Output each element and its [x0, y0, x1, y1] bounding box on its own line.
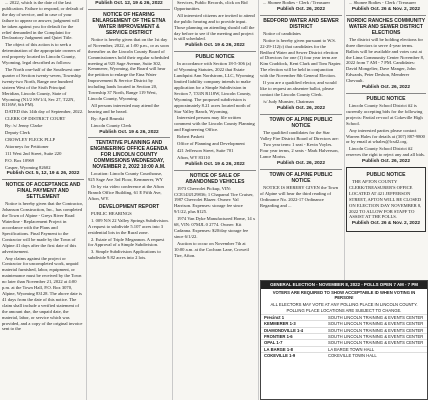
- notice-signature: 111 West 2nd Street, Suite 220: [5, 150, 62, 156]
- notice-text: Notice of candidates: [263, 30, 301, 36]
- notice-divider: [260, 15, 342, 16]
- notice-text: NOTICE IS HEREBY GIVEN the Town of Alpine will hear the third reading of Ordinance No. 2022-17 Ordinance Regarding and ...: [260, 185, 339, 208]
- notice-signature: Afton, WY 83110: [177, 154, 210, 160]
- notice-signature: Robert Paskett: [177, 134, 204, 140]
- notice-signature: Lincoln County Clerk: [91, 122, 132, 128]
- publish-dates: Publish Oct. 26, 2022: [277, 6, 325, 12]
- precinct-name: FRONTIER 1-6: [264, 334, 293, 340]
- precinct-name: KEMMERER 1-3: [264, 321, 296, 327]
- notice-text: Notice is hereby given pursuant to W.S. 22-29-112(c) that candidates for the Bedford Water and Sewer District election of Directors for one (1) four year term are Kim Craddock, Kent Clark and Tom Napier. The election will be held in conjunction with the November 8th General Election.: [260, 37, 342, 79]
- election-title: GENERAL ELECTION - NOVEMBER 8, 2022 - POLLS OPEN 7 AM - 7 PM: [261, 281, 427, 289]
- notice-text: The qualified candidates for the Star Valley Fire District Board of Directors are:: [260, 129, 339, 141]
- voter-id-notice: VOTERS ARE REQUIRED TO SHOW ACCEPTABLE ID WHEN VOTING IN PERSON!: [272, 290, 416, 301]
- notice-heading: TOWN OF ALPINE PUBLIC NOTICE: [269, 116, 333, 129]
- notice-heading: PUBLIC NOTICE: [366, 95, 406, 102]
- publish-dates: Publish Oct. 26, 2022: [277, 105, 325, 111]
- notice-divider: [346, 93, 426, 94]
- notice-text: Any claims against the project or Contractor for uncompleted work, unpaid material furnished, labor, equipment, or maintenance must be received by the Town no later than November 21, 2022 at 4:00 p.m. at the Town Hall, P.O. Box 3070, Alpine, Wyoming 83128. The above date is 41 days from the date of this notice. The claim shall include a verified statement of the amount due, the unpaid date, the material, labor, or service which was provided, and a copy of the original invoice sent to the: [2, 255, 83, 332]
- polling-place-row: [261, 314, 427, 320]
- notice-heading: NOTICE OF ACCEPTANCE AND FINAL PAYMENT AND SETTLEMENT: [5, 182, 81, 201]
- notice-signature: /s/ Judy Munster, Chairman: [263, 98, 314, 104]
- notice-text: In accordance with Section 18-5-306 (a) of Wyoming Statutes, 2022 that Estate Lundquist Ann Nordstrom, LLC, Wyoming limited liability company intends to make application for a Simple Subdivision in Section 7, T33N R118W, Lincoln County, Wyoming. The proposed subdivision is approximately 8.21 acres located north of Star Valley Ranch, Wyoming.: [174, 61, 254, 114]
- notice-signature: By: April Brunski: [91, 115, 124, 121]
- notice-heading: TENTATIVE PLANNING AND ENGINEERING OFFICE AGENDA FOR LINCOLN COUNTY COMMISSIONS WEDNESDAY, NOVEMBER 2, 2022 10:00 A.M.: [90, 140, 168, 171]
- polling-location: SOUTH LINCOLN TRAINING & EVENTS CENTER: [328, 321, 424, 327]
- column-divider: [172, 0, 173, 400]
- notice-text: DATED this 14th day of September, 2022.: [5, 109, 84, 115]
- notice-signature: CROWLEY FLECK PLLP: [5, 136, 56, 142]
- notice-signature: By: /s/ Jenny Clarke: [5, 123, 43, 129]
- publish-dates: Publish Oct. 19 & 26, 2022: [185, 43, 245, 49]
- notice-divider: [346, 15, 426, 16]
- notice-text: Any interested parties please contact Warren Hales for details at (307) 887-9800 or by email at whales@lcsd2.org.: [346, 127, 425, 145]
- notice-heading: BEDFORD WATER AND SEWER DISTRICT: [263, 17, 339, 30]
- notice-text: ... 2022, which is the date of the last publication. Failure to respond, or default of the day of service, and in case of your failure to appear or answer, judgment will be taken against you for default for the relief demanded in the Complaint for Declaratory Judgment and Quiet Title.: [2, 0, 84, 41]
- publish-dates: Publish Oct. 19 & 26, 2022: [99, 129, 159, 135]
- notice-signature: 421 Jefferson Street, Suite 701: [177, 147, 234, 153]
- notice-text: All persons interested may attend the hearing and be heard.: [88, 102, 160, 114]
- notice-heading: PUBLIC NOTICE: [195, 54, 235, 61]
- notice-text: 2. Estate of Triple Megannon. A request for Approval of a Simple Subdivision.: [88, 236, 165, 248]
- column-1: [2, 0, 84, 400]
- notice-text: The object of this action is to seek a determination of the appropriate owners of real property located in Lincoln County, Wyoming, legal described as follows:: [2, 42, 81, 66]
- notice-text: 3. Simple Subdivision Applications to subdivide 9.82 acres into 2 lots.: [88, 249, 161, 261]
- precinct-name: COKEVILLE 1-9: [264, 353, 296, 359]
- polling-place-notice: ALL ELECTORS MAY VOTE AT ANY POLLING PLACE IN LINCOLN COUNTY. POLLING PLACE LOCATIONS ARE SUBJECT TO CHANGE.: [270, 302, 418, 313]
- notice-heading: NOTICE OF HEARING ENLARGEMENT OF THE ETNA WATER IMPROVEMENT & SERVICE DISTRICT: [92, 11, 166, 36]
- column-divider: [86, 0, 87, 400]
- polling-location: SOUTH LINCOLN TRAINING & EVENTS CENTER: [328, 314, 424, 320]
- notice-divider: [88, 137, 170, 138]
- notice-divider: [88, 9, 170, 10]
- notice-text: ... Shonee Bodies - Clerk / Treasurer: [349, 0, 416, 5]
- precinct-name: OPAL 1-7: [264, 340, 283, 346]
- notice-text: Services, Public Records, click on Bid Opportunities.: [174, 0, 248, 11]
- publish-dates: Publish Oct. 19 & 26, 2022: [185, 161, 245, 167]
- publish-dates: Publish Oct. 26 & Nov. 2, 2022: [351, 221, 421, 227]
- precinct-name: Precinct 1: [264, 314, 285, 320]
- polling-location: SOUTH LINCOLN TRAINING & EVENTS CENTER: [328, 340, 424, 346]
- notice-text: THE AFTON COUNTY CLERK/TREASURER'S OFFICE LOCATED AT 421 JEFFERSON STREET, AFTON WILL BE CLOSED ON ELECTION DAY NOVEMBER 8, 2022 TO ALLOW FOR STAFF TO ASSIST AT THE POLLS.: [349, 179, 422, 220]
- publish-dates: Publish Oct. 26, 2022: [277, 161, 325, 167]
- notice-divider: [260, 169, 342, 170]
- polling-place-row: [261, 327, 427, 333]
- notice-heading: TOWN OF ALPINE PUBLIC NOTICE: [269, 172, 333, 185]
- column-2: [88, 0, 170, 400]
- notice-text: Auction to occur on November 7th at 10:00 a.m. at the Cochran Lane, Croweil Tire, Afton.: [174, 240, 249, 258]
- polling-place-row: [261, 320, 427, 326]
- notice-divider: [174, 51, 256, 52]
- precinct-name: DIAMONDVILLE 1-4: [264, 327, 304, 333]
- notice-text: 1. 009 N/S 22 Valley Springs Subdivision. A request to subdivide 5.107 acres into 3 residential lots in the Rural zone.: [88, 217, 169, 235]
- polling-place-row: [261, 339, 427, 345]
- polling-place-row: [261, 352, 427, 358]
- notice-signature: Casper, Wyoming 82602: [5, 164, 51, 170]
- column-divider: [258, 0, 259, 400]
- notice-text: Lincoln County School District #2 reserves the right to reject any and all bids.: [346, 146, 425, 158]
- notice-heading: PUBLIC NOTICE: [366, 172, 406, 179]
- polling-location: SOUTH LINCOLN TRAINING & EVENTS CENTER: [328, 327, 424, 333]
- publish-dates: Publish Oct. 26 & Nov. 2, 2022: [351, 6, 421, 12]
- polling-location: SOUTH LINCOLN TRAINING & EVENTS CENTER: [328, 334, 424, 340]
- precinct-name: LA BARGE 1-8: [264, 346, 293, 352]
- polling-place-row: [261, 333, 427, 339]
- polling-place-row: [261, 346, 427, 352]
- notice-text: Notice is hereby given that on the 1st day of November, 2022, at 1:00 p.m., or as soon thereafter as the Lincoln County Board of Commissioners hold their regular scheduled meeting at 925 Sage Avenue, Suite 302, Kemmerer, Wyoming, the Board will hear the petition to enlarge the Etna Water Improvement & Service District by including lands located in Section 20, Township 37 North, Range 119 West, Lincoln County, Wyoming.: [88, 36, 170, 101]
- notice-text: If you are a qualified elector, and would like to request an absentee ballot, please contact the Lincoln County Clerk.: [260, 80, 337, 97]
- notice-text: All interested citizens are invited to attend the public hearing and to provide input. Those planning on attending should call the day before to see if the meeting and project is still scheduled.: [174, 12, 255, 42]
- notice-text: PUBLIC HEARINGS: [91, 210, 132, 216]
- notice-text: ... Shonee Bodies - Clerk / Treasurer: [263, 0, 330, 5]
- polling-location: LA BARGE TOWN HALL: [328, 346, 375, 352]
- notice-text: Or by via video conference at the Afton Branch Office Building, 61 E Fifth Ave, Afton, WY.: [88, 184, 164, 202]
- notice-heading: NORDIC RANCHES COMMUNITY WATER AND SEWER DISTRICT ELECTIONS: [346, 17, 426, 36]
- notice-text: Lincoln County School District #2 is currently accepting bids for the following projects: Partial re-roof at Cokeville High School.: [346, 102, 423, 126]
- notice-text: 1974 Van Dyke Manufactured Home, 14 x 68, VIN: 07MJL 0 2774. Owner: Kit Cadanna. Expenses: $20/day storage fee since 6/1/22.: [174, 216, 256, 239]
- notice-text: Two year term: 1 seat - Kevin Voyles. Four year terms, 2 seats - Mark Halverson, Lance Moriss.: [260, 142, 339, 160]
- notice-signature: CLERK OF DISTRICT COURT: [5, 116, 66, 122]
- notice-signature: Deputy Clerk: [5, 130, 30, 136]
- notice-text: Location: Lincoln County Courthouse, 925 Sage Ave 3rd Floor, Kemmerer, WY: [88, 171, 163, 183]
- notice-text: Notice is hereby given that the Contractor, Johanson Construction, Inc., has completed the Town of Alpine - Greys River Road Waterline - Replacement Project in accordance with the Plans and Specifications. Final Payment to the Contractor will be made by the Town of Alpine 41 days after the first date of this advertisement.: [2, 201, 84, 254]
- column-4: [260, 0, 342, 278]
- election-polling-places-box: [260, 280, 428, 400]
- notice-divider: [2, 179, 84, 180]
- notice-text: The district will be holding elections for three directors to serve 4-year terms. Ballots will be available and votes cast at the Lima Community Center November 8, 2022 from 7 AM - 7 PM. Candidates: David Mongelier, Dave Manger, John Edwards, Peter Deshon, Menderer Chevault.: [346, 36, 425, 84]
- polling-place-list: [261, 314, 427, 359]
- notice-signature: Attorneys for Petitioner: [5, 143, 49, 149]
- boxed-notice: [346, 167, 426, 232]
- notice-heading: NOTICE OF SALE OF ABANDONED VEHICLES: [185, 172, 245, 185]
- publish-dates: Publish Oct. 12, 19 & 26, 2022: [95, 1, 163, 6]
- notice-text: The North one-half of the Southwest one-quarter of Section twenty-seven, Township twenty-two North, Range one hundred sixteen West of the Sixth Principal Meridian, Lincoln County, State of Wyoming (N1/2 SW1/4, Sec 27, T22N, R116W, 6th PM).: [2, 66, 82, 108]
- publish-dates: Publish Oct. 5, 12, 19 & 26, 2022: [6, 171, 80, 177]
- notice-subheading: DEVELOPMENT REPORT: [98, 203, 160, 210]
- column-3: [174, 0, 256, 400]
- column-5: [346, 0, 426, 278]
- notice-signature: Office of Planning and Development: [177, 141, 245, 147]
- notice-divider: [260, 114, 342, 115]
- notice-divider: [174, 170, 256, 171]
- polling-location: COKEVILLE TOWN HALL: [328, 353, 377, 359]
- notice-signature: P.O. Box 10969: [5, 157, 35, 163]
- publish-dates: Publish Oct. 26, 2022: [362, 159, 410, 165]
- notice-text: 1973 Chevrolet Pickup, VIN: CCE143J129836; 1 Chaparral Tire Cruiser, 1987 Chevrolet Blazer. Owner: Val Harrison. Expenses: storage fee since 9/1/22, plus $125.: [174, 185, 254, 215]
- publish-dates: Publish Oct. 26, 2022: [362, 85, 410, 91]
- notice-text: Interested persons may file written comment with the Lincoln County Planning and Engineering Office.: [174, 115, 255, 133]
